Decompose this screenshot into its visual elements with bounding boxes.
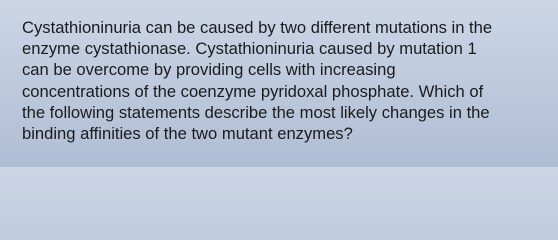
question-line: Cystathioninuria can be caused by two different mutations in the (22, 18, 493, 37)
question-line: the following statements describe the most likely changes in the (22, 102, 490, 122)
question-line: binding affinities of the two mutant enzymes? (22, 124, 353, 144)
question-line: concentrations of the coenzyme pyridoxal phosphate. Which of (22, 81, 484, 101)
question-line: enzyme cystathionase. Cystathioninuria caused by mutation 1 (22, 39, 477, 59)
question-line: can be overcome by providing cells with increasing (22, 60, 396, 80)
question-text (22, 17, 552, 144)
